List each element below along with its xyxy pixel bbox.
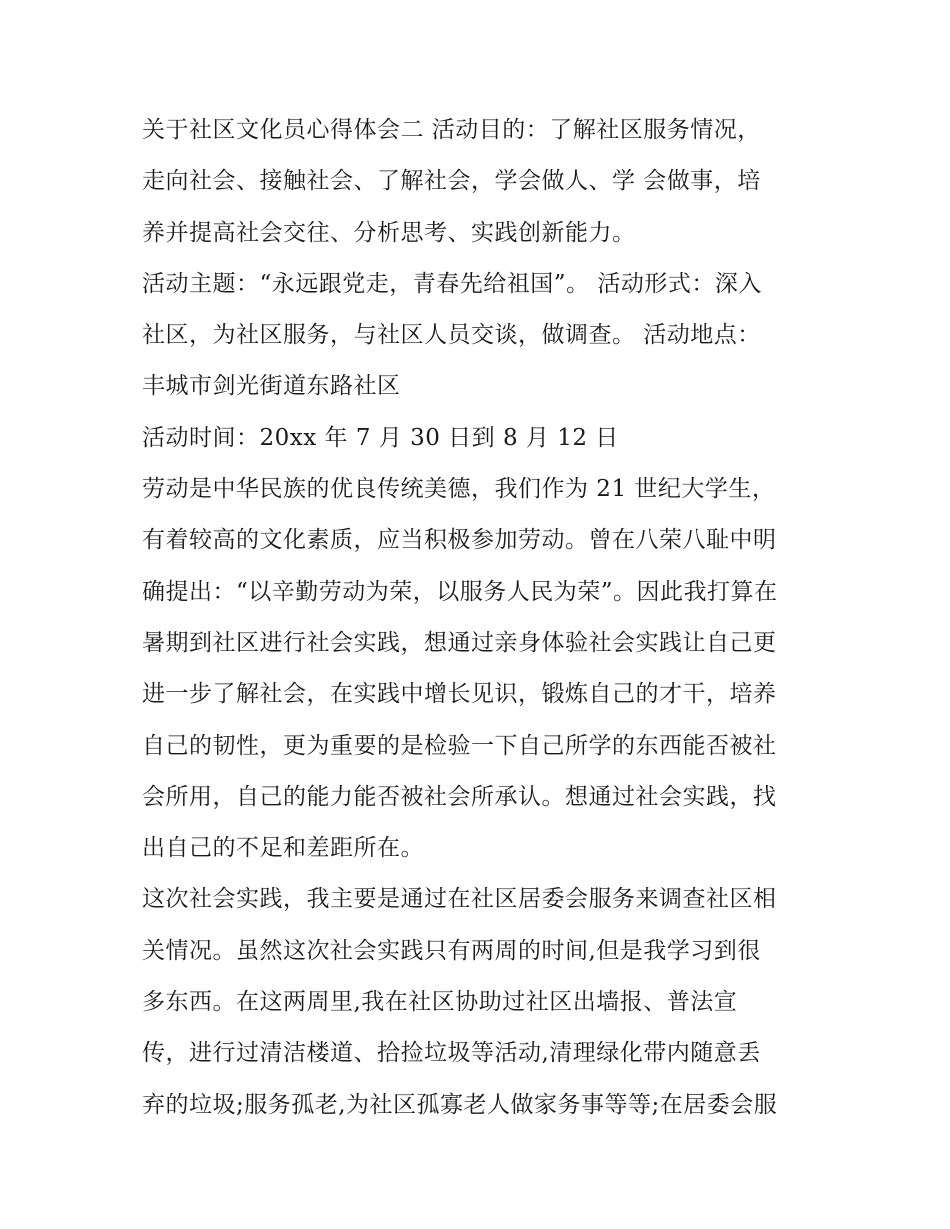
text-line: 走向社会、接触社会、了解社会，学会做人、学 会做事，培 — [142, 168, 761, 195]
text-line: 关于社区文化员心得体会二 活动目的：了解社区服务情况， — [142, 117, 761, 143]
text-line: 确提出：“以辛勤劳动为荣，以服务人民为荣”。因此我打算在 — [142, 578, 778, 605]
document-body — [142, 108, 832, 1134]
text-line: 有着较高的文化素质，应当积极参加劳动。曾在八荣八耻中明 — [142, 527, 777, 554]
text-line: 养并提高社会交往、分析思考、实践创新能力。 — [142, 219, 636, 246]
text-line: 会所用，自己的能力能否被社会所承认。想通过社会实践，找 — [142, 783, 777, 810]
text-line: 出自己的不足和差距所在。 — [142, 835, 424, 862]
text-line: 关情况。虽然这次社会实践只有两周的时间,但是我学习到很 — [142, 937, 761, 964]
text-line: 传，进行过清洁楼道、拾捡垃圾等活动,清理绿化带内随意丢 — [142, 1040, 761, 1067]
text-line: 丰城市剑光街道东路社区 — [142, 373, 401, 400]
text-line: 活动主题：“永远跟党走，青春先给祖国”。 活动形式：深入 — [142, 270, 762, 297]
text-line: 进一步了解社会，在实践中增长见识，锻炼自己的才干，培养 — [142, 681, 777, 708]
text-line: 社区，为社区服务，与社区人员交谈，做调查。 活动地点： — [142, 322, 761, 349]
text-line: 劳动是中华民族的优良传统美德，我们作为 21 世纪大学生， — [142, 476, 776, 503]
text-line: 活动时间：20xx 年 7 月 30 日到 8 月 12 日 — [142, 424, 619, 451]
text-line: 自己的韧性，更为重要的是检验一下自己所学的东西能否被社 — [142, 732, 777, 759]
text-line: 这次社会实践，我主要是通过在社区居委会服务来调查社区相 — [142, 886, 777, 913]
text-line: 多东西。在这两周里,我在社区协助过社区出墙报、普法宣 — [142, 989, 738, 1016]
text-line: 弃的垃圾;服务孤老,为社区孤寡老人做家务事等等;在居委会服 — [142, 1091, 778, 1118]
text-line: 暑期到社区进行社会实践，想通过亲身体验社会实践让自己更 — [142, 629, 777, 656]
